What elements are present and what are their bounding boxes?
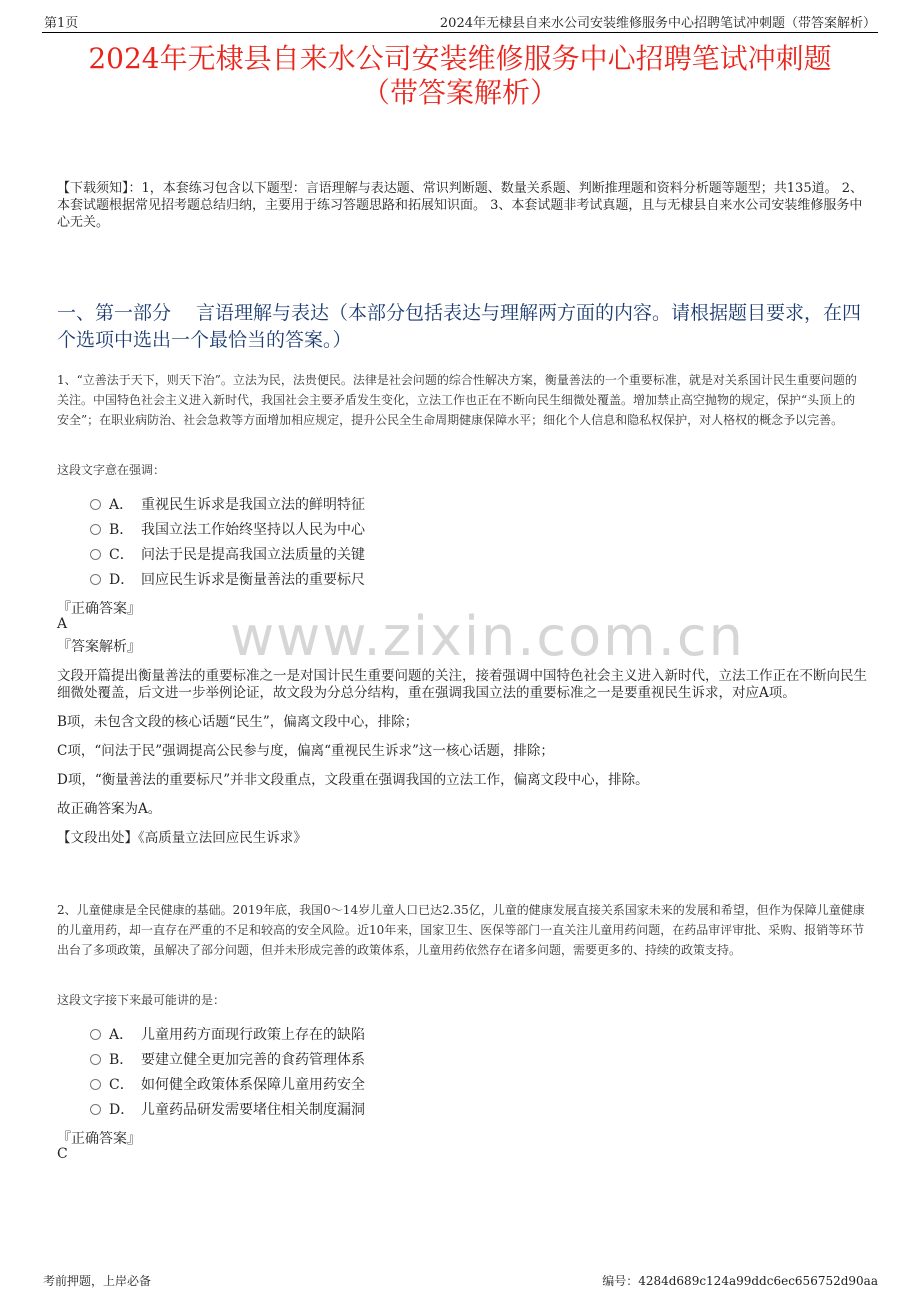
answer-value: C [57,1146,68,1162]
watermark: www.zixin.com.cn [230,605,745,668]
analysis-paragraph: B项，未包含文段的核心话题“民生”，偏离文段中心，排除； [57,714,419,730]
radio-icon[interactable] [90,549,101,560]
answer-value: A [57,616,68,632]
radio-icon[interactable] [90,1029,101,1040]
question-1-text: 1、“立善法于天下，则天下治”。立法为民，法贵便民。法律是社会问题的综合性解决方案，衡量善法的一个重要标准，就是对关系国计民生重要问题的关注。中国特色社会主义进入新时代，我国社会主要矛盾发生变化，立法工作也正在不断向民生细微处覆盖。增加禁止高空抛物的规定，保护“头顶上的安全”；在职业病防治、社会急救等方面增加相应规定，提升公民全生命周期健康保障水平；细化个人信息和隐私权保护，对人格权的概念予以完善。 [57,373,857,427]
question-2-stem: 这段文字接下来最可能讲的是： [57,993,226,1007]
source-citation: 【文段出处】《高质量立法回应民生诉求》 [57,830,307,846]
title-line-1: 2024年无棣县自来水公司安装维修服务中心招聘笔试冲刺题 [88,42,832,75]
question-1-stem: 这段文字意在强调： [57,463,166,477]
question-1-options [90,493,365,593]
radio-icon[interactable] [90,574,101,585]
page-header [42,10,878,33]
radio-icon[interactable] [90,1079,101,1090]
analysis-label: 『答案解析』 [57,639,141,655]
question-2-options [90,1023,365,1123]
header-doc-title: 2024年无棣县自来水公司安装维修服务中心招聘笔试冲刺题（带答案解析） [439,16,876,31]
section-heading: 一、第一部分 言语理解与表达（本部分包括表达与理解两方面的内容。请根据题目要求，在四个选项中选出一个最恰当的答案。） [57,302,862,351]
footer-slogan: 考前押题，上岸必备 [43,1274,152,1288]
analysis-paragraph: C项，“问法于民”强调提高公民参与度，偏离“重视民生诉求”这一核心话题，排除； [57,743,554,759]
radio-icon[interactable] [90,1054,101,1065]
analysis-paragraph: 文段开篇提出衡量善法的重要标准之一是对国计民生重要问题的关注，接着强调中国特色社会主义进入新时代，立法工作正在不断向民生细微处覆盖，后文进一步举例论证，故文段为分总分结构，重在强调我国立法的重要标准之一是要重视民生诉求，对应A项。 [57,668,867,701]
option-d[interactable]: D． 儿童药品研发需要堵住相关制度漏洞 [90,1098,365,1123]
footer-doc-id: 编号：4284d689c124a99ddc6ec656752d90aa [602,1274,878,1288]
option-d[interactable]: D． 回应民生诉求是衡量善法的重要标尺 [90,568,365,593]
title-line-2: （带答案解析） [361,76,558,109]
option-a[interactable]: A． 儿童用药方面现行政策上存在的缺陷 [90,1023,365,1048]
document-title [40,42,880,110]
option-b[interactable]: B． 我国立法工作始终坚持以人民为中心 [90,518,365,543]
radio-icon[interactable] [90,524,101,535]
page-number: 第1页 [44,16,79,31]
option-c[interactable]: C． 如何健全政策体系保障儿童用药安全 [90,1073,365,1098]
option-b[interactable]: B． 要建立健全更加完善的食药管理体系 [90,1048,365,1073]
radio-icon[interactable] [90,1104,101,1115]
option-a[interactable]: A． 重视民生诉求是我国立法的鲜明特征 [90,493,365,518]
question-2-text: 2、儿童健康是全民健康的基础。2019年底，我国0～14岁儿童人口已达2.35亿，儿童的健康发展直接关系国家未来的发展和希望，但作为保障儿童健康的儿童用药，却一直存在严重的不足和较高的安全风险。近10年来，国家卫生、医保等部门一直关注儿童用药问题，在药品审评审批、采购、报销等环节出台了多项政策，虽解决了部分问题，但并未形成完善的政策体系，儿童用药依然存在诸多问题，需要更多的、持续的政策支持。 [57,903,865,957]
radio-icon[interactable] [90,499,101,510]
option-c[interactable]: C． 问法于民是提高我国立法质量的关键 [90,543,365,568]
answer-label: 『正确答案』 [57,1131,141,1147]
analysis-paragraph: 故正确答案为A。 [57,801,162,817]
analysis-paragraph: D项，“衡量善法的重要标尺”并非文段重点，文段重在强调我国的立法工作，偏离文段中心，排除。 [57,772,649,788]
answer-label: 『正确答案』 [57,601,141,617]
download-notice: 【下载须知】：1，本套练习包含以下题型：言语理解与表达题、常识判断题、数量关系题、判断推理题和资料分析题等题型；共135道。 2、本套试题根据常见招考题总结归纳，主要用于练习答题思路和拓展知识面。 3、本套试题非考试真题，且与无棣县自来水公司安装维修服务中心无关。 [57,181,863,230]
analysis-text [57,668,867,859]
